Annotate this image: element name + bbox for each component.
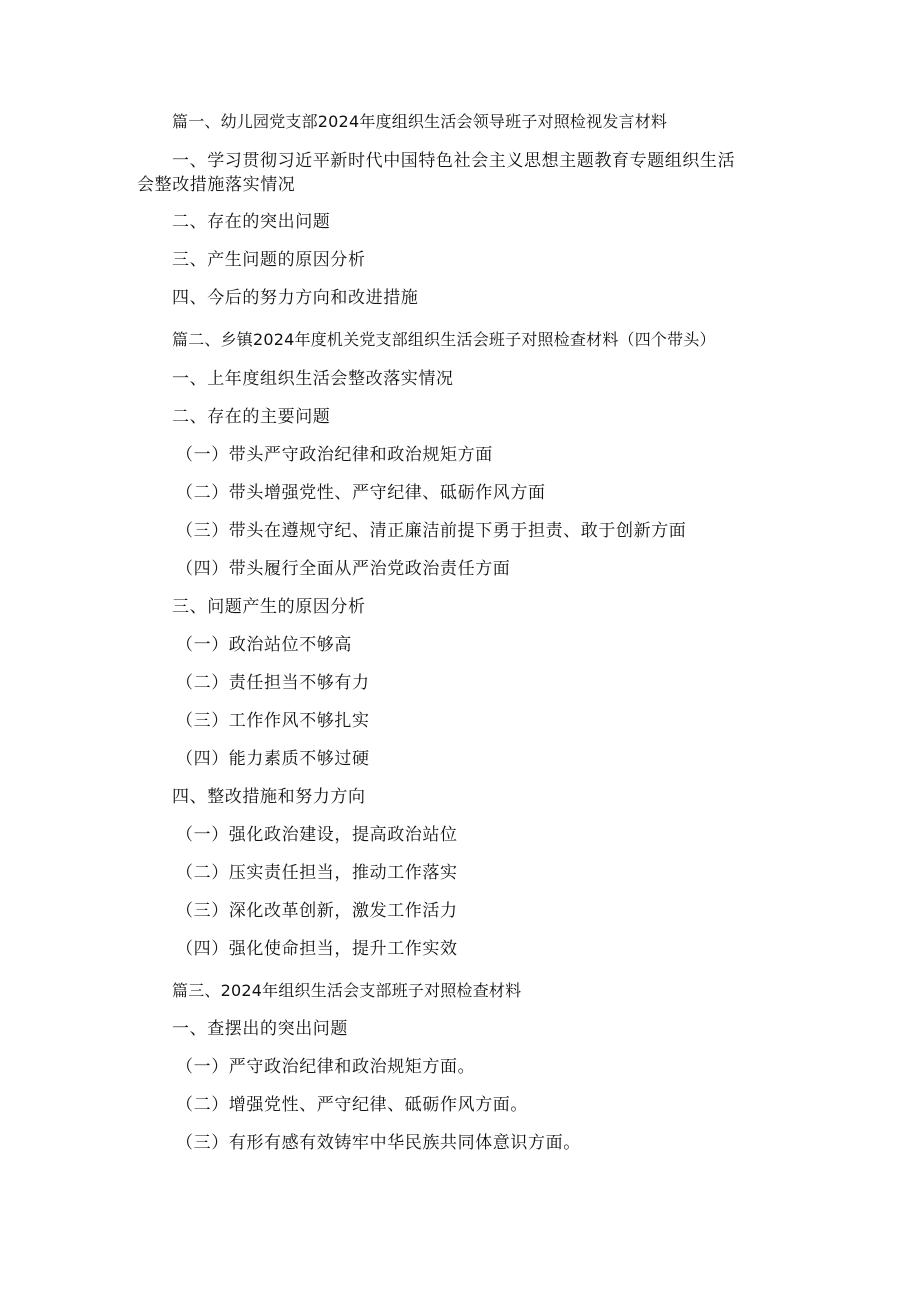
part1-section1-line1: 一、学习贯彻习近平新时代中国特色社会主义思想主题教育专题组织生活 — [172, 151, 736, 171]
part2-section4: 四、整改措施和努力方向 — [172, 787, 366, 807]
part2-section4-item2: （二）压实责任担当，推动工作落实 — [176, 863, 458, 883]
part1-section1-line2: 会整改措施落实情况 — [137, 175, 296, 195]
part3-title: 篇三、2024年组织生活会支部班子对照检查材料 — [172, 981, 522, 1000]
part2-section4-item3: （三）深化改革创新，激发工作活力 — [176, 901, 458, 921]
part2-section3-item4: （四）能力素质不够过硬 — [176, 749, 370, 769]
part2-section2-item3: （三）带头在遵规守纪、清正廉洁前提下勇于担责、敢于创新方面 — [176, 521, 687, 541]
part3-section1: 一、查摆出的突出问题 — [172, 1019, 348, 1039]
part2-section4-item4: （四）强化使命担当，提升工作实效 — [176, 939, 458, 959]
part1-title: 篇一、幼儿园党支部2024年度组织生活会领导班子对照检视发言材料 — [172, 112, 668, 131]
part2-section4-item1: （一）强化政治建设，提高政治站位 — [176, 825, 458, 845]
part3-section1-item1: （一）严守政治纪律和政治规矩方面。 — [176, 1057, 476, 1077]
part2-section2-item2: （二）带头增强党性、严守纪律、砥砺作风方面 — [176, 483, 546, 503]
part1-section4: 四、今后的努力方向和改进措施 — [172, 288, 419, 308]
part3-section1-item3: （三）有形有感有效铸牢中华民族共同体意识方面。 — [176, 1133, 581, 1153]
part2-section2-item1: （一）带头严守政治纪律和政治规矩方面 — [176, 445, 493, 465]
part1-section2: 二、存在的突出问题 — [172, 212, 331, 232]
part2-section2: 二、存在的主要问题 — [172, 407, 331, 427]
part2-section2-item4: （四）带头履行全面从严治党政治责任方面 — [176, 559, 511, 579]
part2-title: 篇二、乡镇2024年度机关党支部组织生活会班子对照检查材料（四个带头） — [172, 330, 716, 349]
part2-section3-item3: （三）工作作风不够扎实 — [176, 711, 370, 731]
part2-section3-item2: （二）责任担当不够有力 — [176, 673, 370, 693]
part3-section1-item2: （二）增强党性、严守纪律、砥砺作风方面。 — [176, 1095, 528, 1115]
part1-section3: 三、产生问题的原因分析 — [172, 250, 366, 270]
part2-section3: 三、问题产生的原因分析 — [172, 597, 366, 617]
part2-section1: 一、上年度组织生活会整改落实情况 — [172, 369, 454, 389]
part2-section3-item1: （一）政治站位不够高 — [176, 635, 352, 655]
